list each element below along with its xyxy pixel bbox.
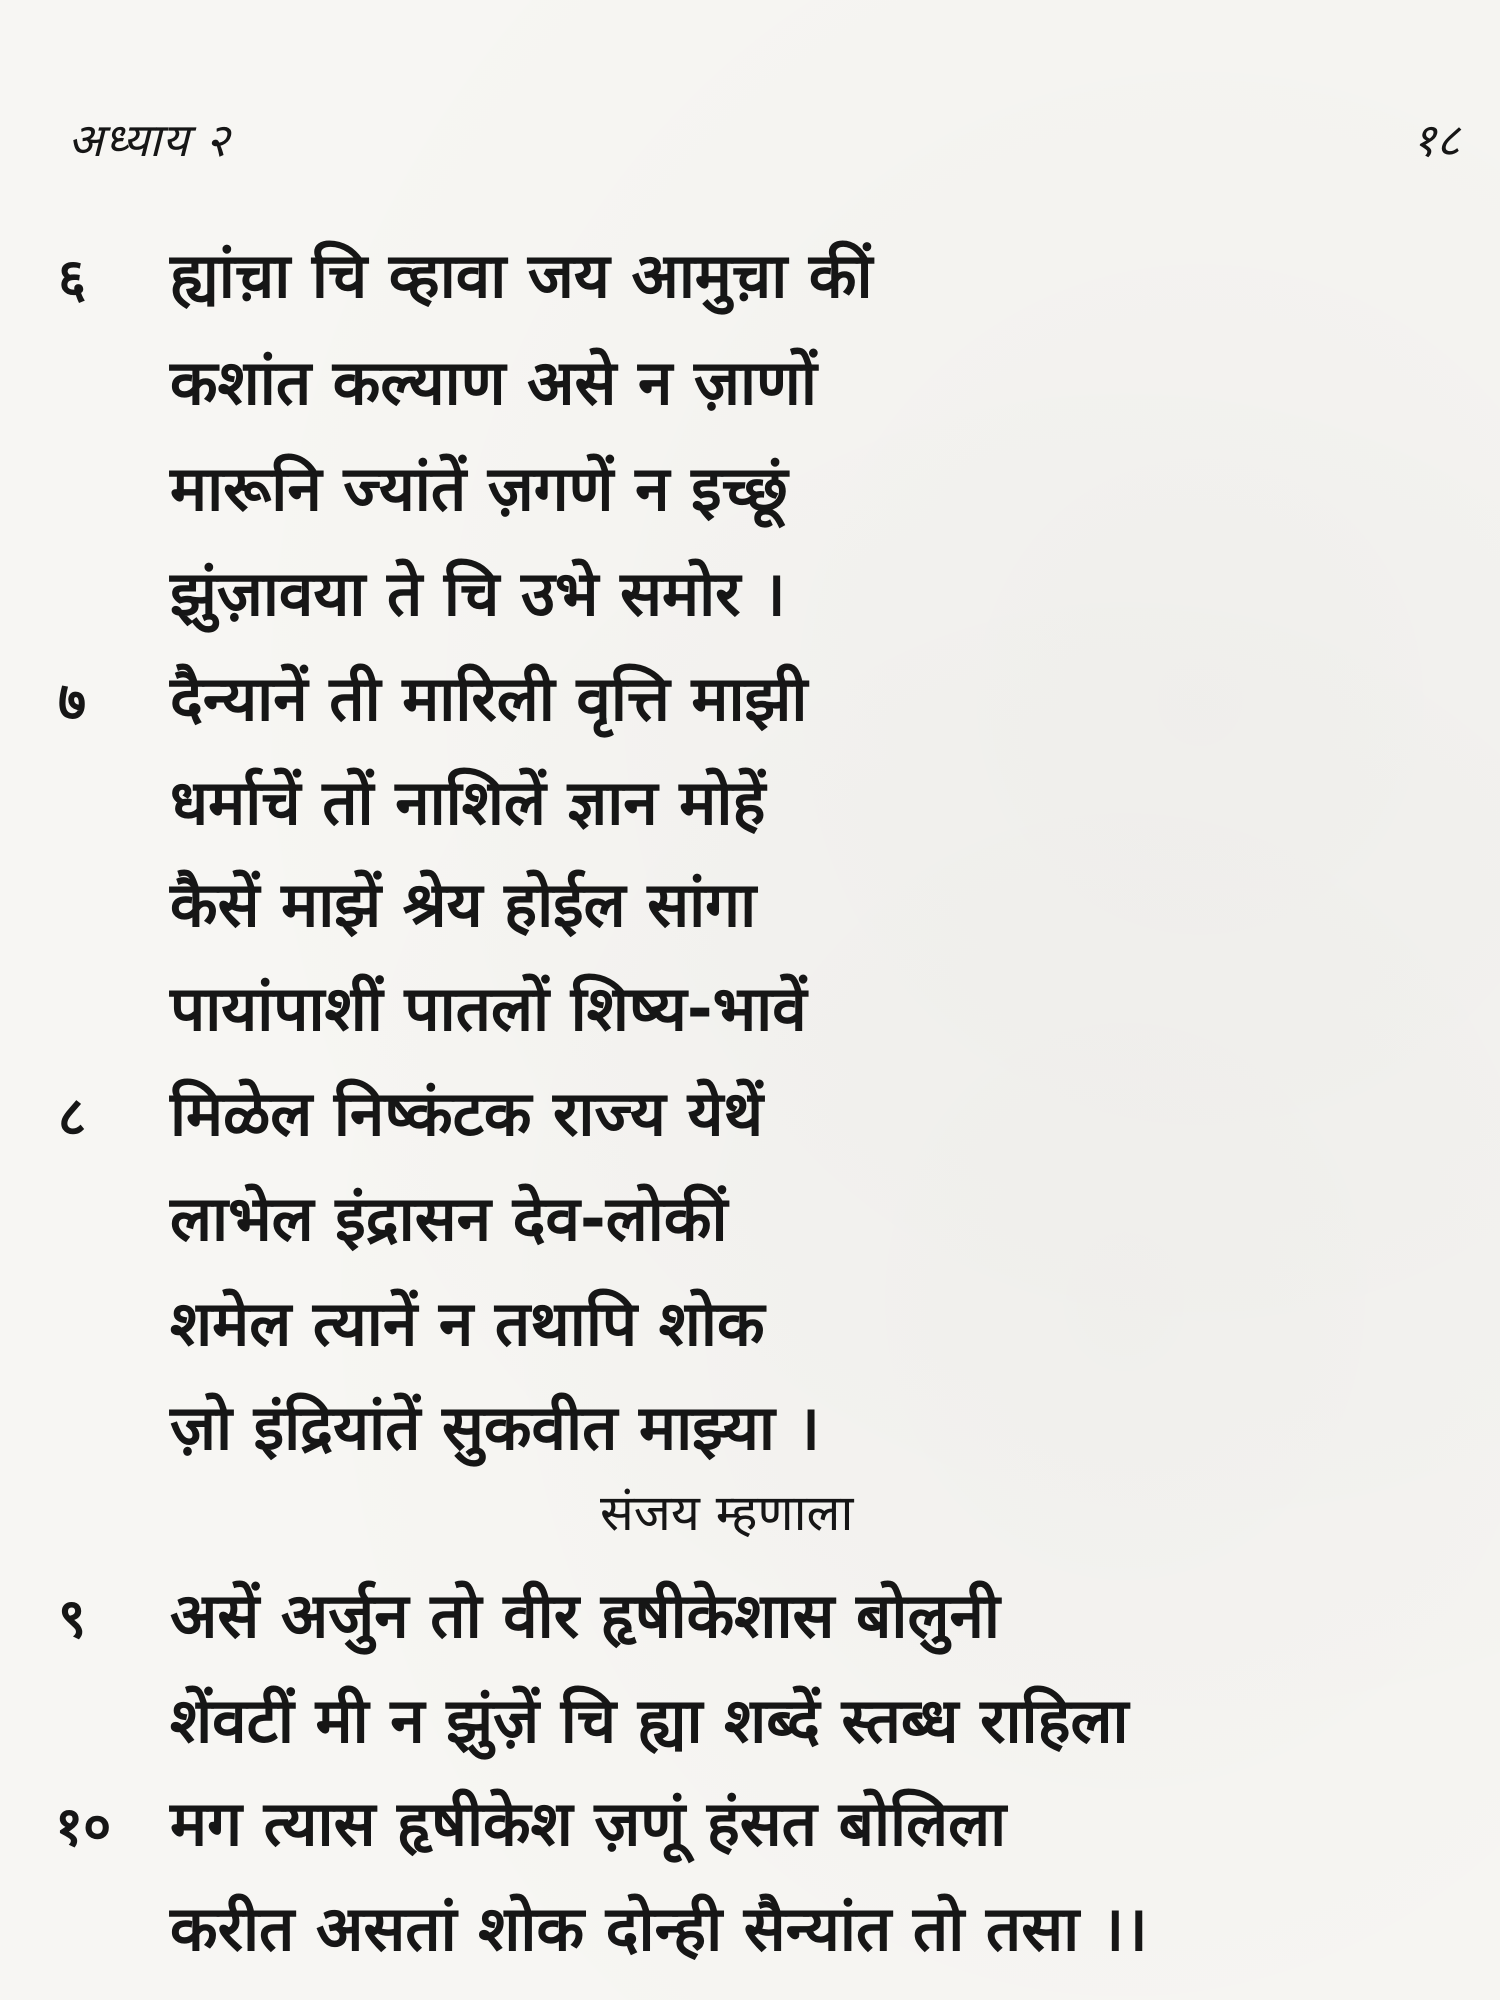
verse-line: पायांपाशीं पातलों शिष्य-भावें bbox=[170, 972, 807, 1045]
verse-number: १० bbox=[55, 1795, 112, 1858]
verse-line: मिळेल निष्कंटक राज्य येथें bbox=[170, 1077, 764, 1150]
verse-line: लाभेल इंद्रासन देव-लोकीं bbox=[170, 1182, 728, 1255]
verse-number: ९ bbox=[58, 1587, 87, 1650]
chapter-heading: अध्याय २ bbox=[68, 113, 231, 167]
verse-line: कशांत कल्याण असे न ज़ाणों bbox=[170, 346, 817, 419]
verse-number: ८ bbox=[58, 1085, 87, 1148]
page-number: १८ bbox=[1412, 113, 1460, 167]
verse-line: शमेल त्यानें न तथापि शोक bbox=[170, 1287, 765, 1360]
verse-line: ज़ो इंद्रियांतें सुकवीत माझ्या । bbox=[170, 1391, 821, 1464]
verse-line: कैसें माझें श्रेय होईल सांगा bbox=[170, 868, 757, 941]
verse-number: ६ bbox=[58, 247, 87, 310]
verse-line: झुंज़ावया ते चि उभे समोर । bbox=[170, 557, 786, 630]
speaker-heading: संजय म्हणाला bbox=[600, 1484, 854, 1542]
verse-line: दैन्यानें ती मारिली वृत्ति माझी bbox=[170, 662, 808, 735]
verse-line: मग त्यास हृषीकेश ज़णूं हंसत बोलिला bbox=[170, 1787, 1007, 1860]
verse-line: शेंवटीं मी न झुंज़ें चि ह्या शब्दें स्तब्ध राहिला bbox=[170, 1684, 1129, 1757]
verse-line: ह्यांच़ा चि व्हावा जय आमुच़ा कीं bbox=[170, 239, 873, 312]
verse-line: मारूनि ज्यांतें ज़गणें न इच्छूं bbox=[170, 452, 788, 525]
verse-number: ७ bbox=[58, 670, 87, 733]
verse-line: असें अर्जुन तो वीर हृषीकेशास बोलुनी bbox=[170, 1579, 1000, 1652]
verse-line: धर्माचें तों नाशिलें ज्ञान मोहें bbox=[170, 766, 766, 839]
verse-line: करीत असतां शोक दोन्ही सैन्यांत तो तसा ।। bbox=[170, 1892, 1148, 1965]
